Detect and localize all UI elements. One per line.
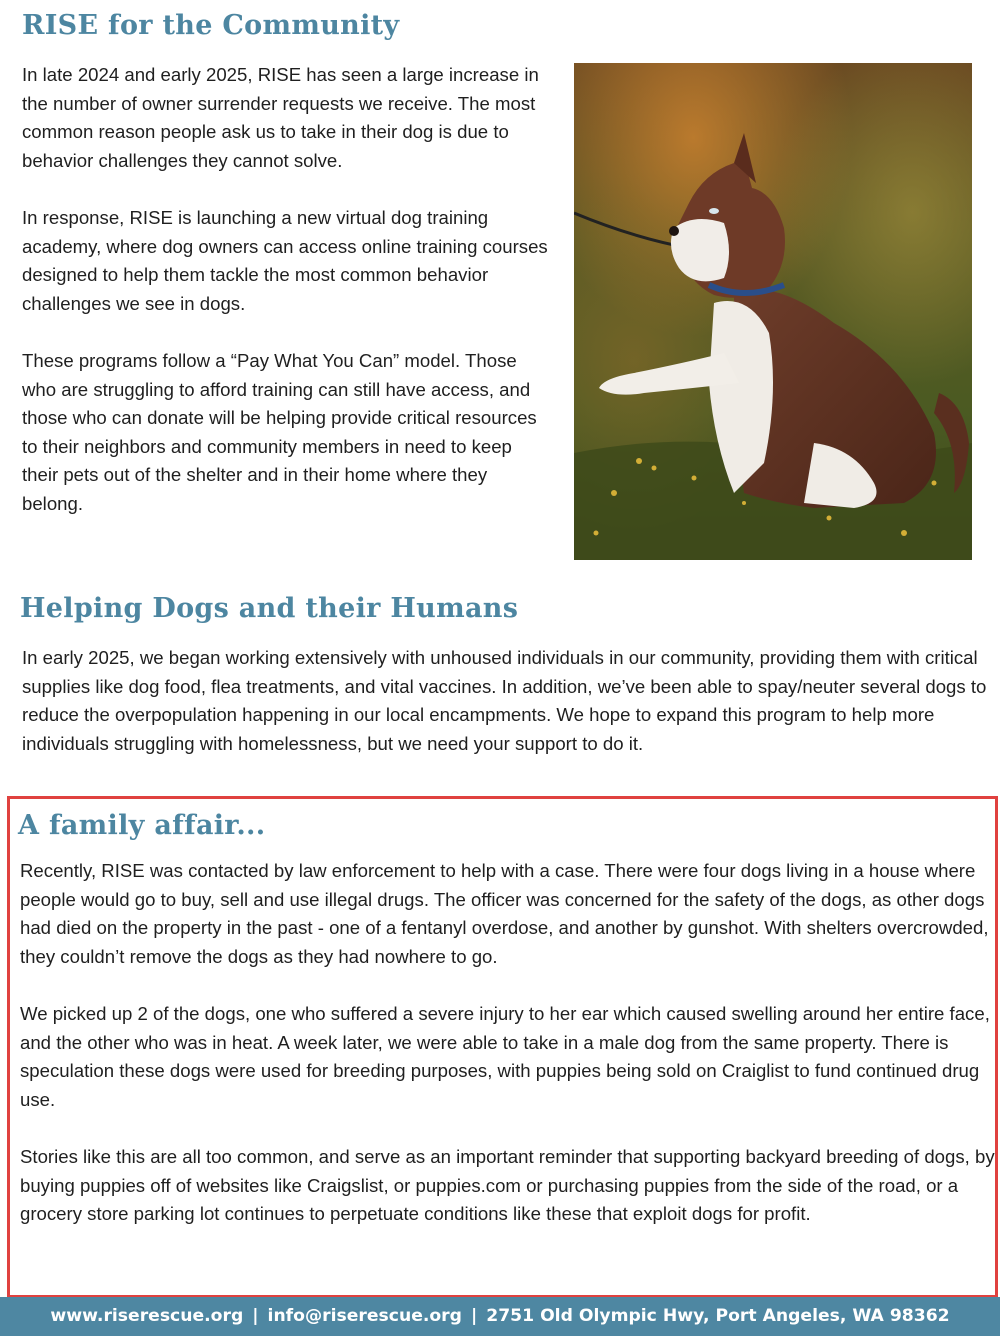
community-paragraph-3: These programs follow a “Pay What You Can” model. Those who are struggling to afford training can still have access, and those who can donate will be helping provide critical resources to their neighbors and community members in need to keep their pets out of the shelter and in their home where they belong. bbox=[22, 349, 537, 514]
footer-separator: | bbox=[470, 1306, 478, 1326]
footer-bar bbox=[0, 1297, 1000, 1336]
family-text bbox=[20, 857, 998, 1229]
community-paragraph-1: In late 2024 and early 2025, RISE has seen a large increase in the number of owner surrender requests we receive. The most common reason people ask us to take in their dog is due to behavior challenges they cannot solve. bbox=[22, 64, 539, 171]
section-title-family: A family affair... bbox=[18, 810, 266, 841]
footer-separator: | bbox=[252, 1306, 259, 1326]
family-paragraph-2: We picked up 2 of the dogs, one who suffered a severe injury to her ear which caused swelling around her entire face, and the other who was in heat. A week later, we were able to take in a male dog from the same property. There is speculation these dogs were used for breeding purposes, with puppies being sold on Craiglist to fund continued drug use. bbox=[20, 1002, 990, 1110]
community-text bbox=[22, 61, 552, 519]
footer-website-link[interactable]: www.riserescue.org bbox=[50, 1306, 244, 1326]
footer-address: 2751 Old Olympic Hwy, Port Angeles, WA 98362 bbox=[486, 1306, 950, 1326]
section-title-helping: Helping Dogs and their Humans bbox=[20, 593, 519, 624]
section-title-community: RISE for the Community bbox=[22, 10, 400, 41]
family-paragraph-3: Stories like this are all too common, and serve as an important reminder that supporting backyard breeding of dogs, by buying puppies off of websites like Craigslist, or puppies.com or purchasing puppies from the side of the road, or a grocery store parking lot continues to perpetuate conditions like these that exploit dogs for profit. bbox=[20, 1145, 995, 1225]
husky-dog-photo bbox=[574, 63, 972, 560]
footer-email-link[interactable]: info@riserescue.org bbox=[267, 1306, 462, 1326]
family-paragraph-1: Recently, RISE was contacted by law enforcement to help with a case. There were four dogs living in a house where people would go to buy, sell and use illegal drugs. The officer was concerned for the safety of the dogs, as other dogs had died on the property in the past - one of a fentanyl overdose, and another by gunshot. With shelters overcrowded, they couldn’t remove the dogs as they had nowhere to go. bbox=[20, 860, 989, 967]
community-paragraph-2: In response, RISE is launching a new virtual dog training academy, where dog owners can access online training courses designed to help them tackle the most common behavior challenges we see in dogs. bbox=[22, 206, 548, 314]
helping-paragraph: In early 2025, we began working extensively with unhoused individuals in our community, providing them with critical supplies like dog food, flea treatments, and vital vaccines. In addition, we’ve been able to spay/neuter several dogs to reduce the overpopulation happening in our local encampments. We hope to expand this program to help more individuals struggling with homelessness, but we need your support to do it. bbox=[22, 647, 987, 754]
